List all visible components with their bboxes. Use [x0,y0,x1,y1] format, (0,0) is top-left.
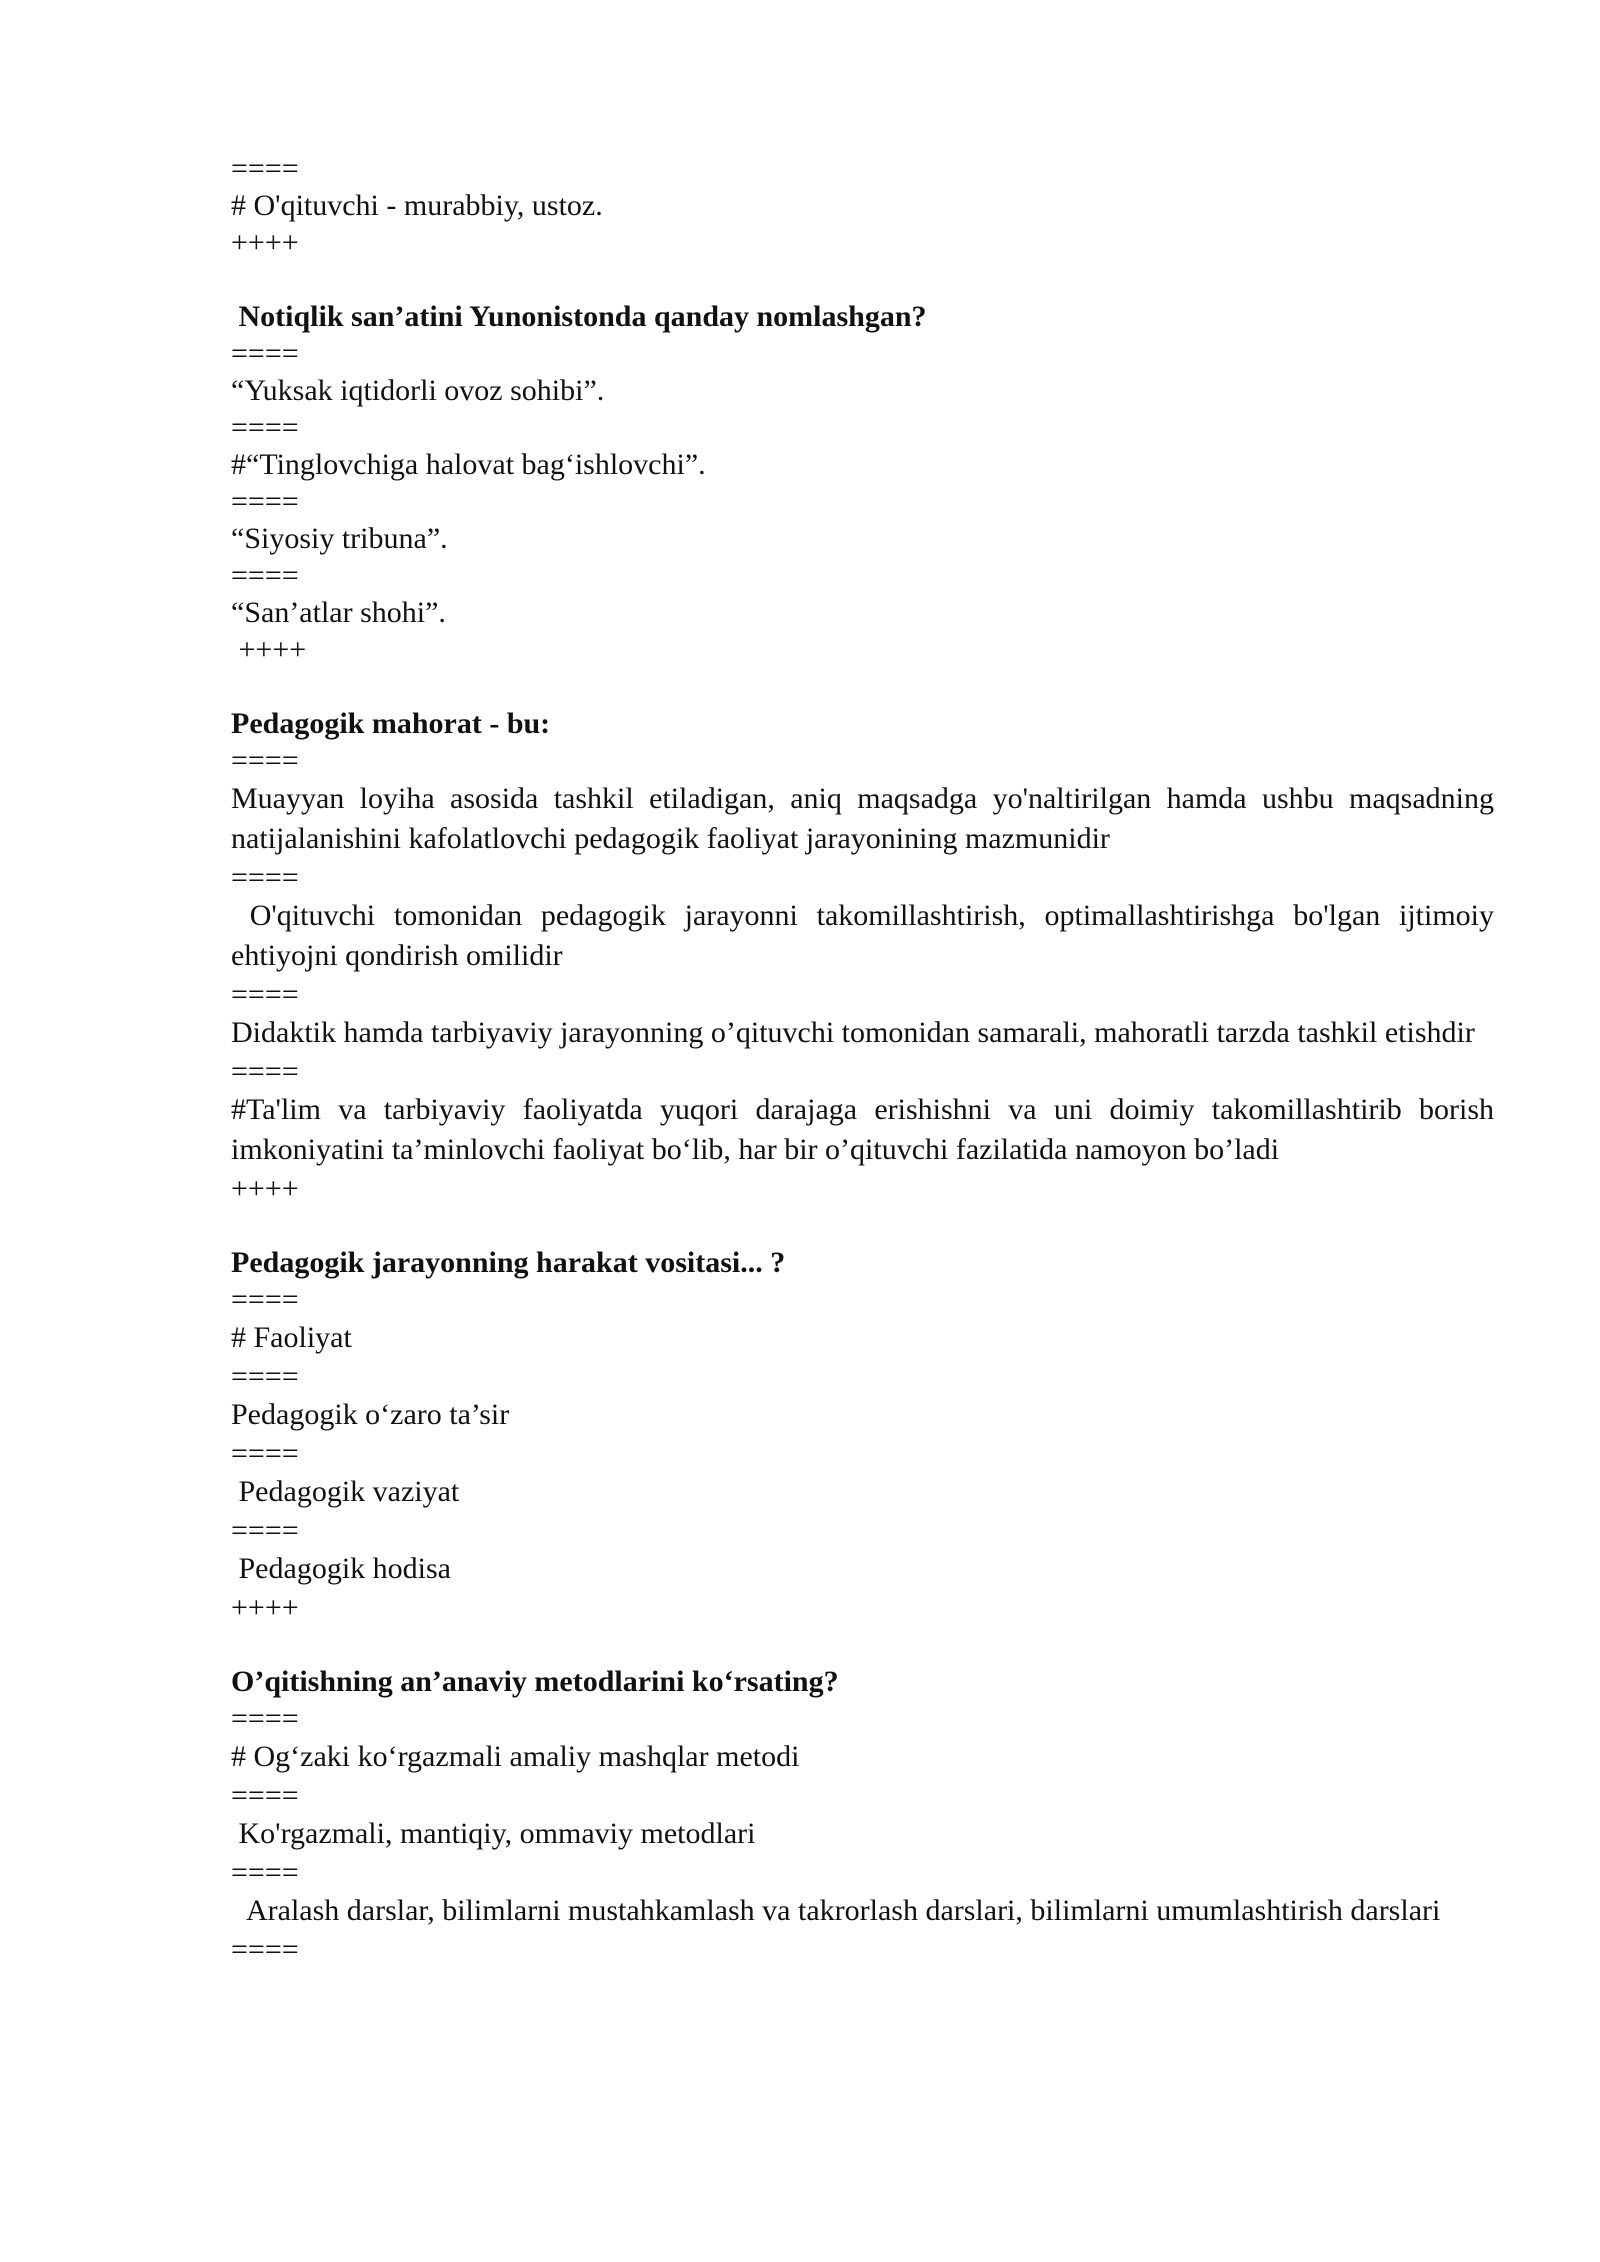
answer-option: Pedagogik o‘zaro ta’sir [231,1398,510,1431]
answer-option: Pedagogik hodisa [231,1552,451,1585]
end-marker: ++++ [231,226,299,259]
separator: ==== [231,1514,299,1547]
answer-option: “San’atlar shohi”. [231,596,446,629]
answer-option: “Yuksak iqtidorli ovoz sohibi”. [231,374,605,407]
question-title: Pedagogik jarayonning harakat vositasi... ? [231,1246,786,1279]
end-marker: ++++ [231,633,307,666]
answer-option: Muayyan loyiha asosida tashkil etiladigan, aniq maqsadga yo'naltirilgan hamda ushbu maqsadning natijalanishini kafolatlovchi pedagogik faoliyat jarayonining mazmunidir [231,782,1502,855]
question-title: O’qitishning an’anaviy metodlarini ko‘rsating? [231,1665,839,1698]
answer-option: #Ta'lim va tarbiyaviy faoliyatda yuqori darajaga erishishni va uni doimiy takomillashtirib borish imkoniyatini ta’minlovchi faoliyat bo‘lib, har bir o’qituvchi fazilatida namoyon bo’ladi [231,1093,1502,1166]
separator: ==== [231,861,299,894]
answer-option: # Og‘zaki ko‘rgazmali amaliy mashqlar metodi [231,1740,800,1773]
question-title: Notiqlik san’atini Yunonistonda qanday nomlashgan? [231,300,927,333]
separator: ==== [231,744,299,777]
correct-answer: # O'qituvchi - murabbiy, ustoz. [231,189,603,222]
answer-option: “Siyosiy tribuna”. [231,522,448,555]
separator: ==== [231,152,299,185]
separator: ==== [231,1779,299,1812]
separator: ==== [231,559,299,592]
separator: ==== [231,1437,299,1470]
separator: ==== [231,1055,299,1088]
answer-option: Pedagogik vaziyat [231,1475,460,1508]
separator: ==== [231,1283,299,1316]
answer-option: # Faoliyat [231,1321,352,1354]
separator: ==== [231,411,299,444]
end-marker: ++++ [231,1172,299,1205]
end-marker: ++++ [231,1591,299,1624]
answer-option: O'qituvchi tomonidan pedagogik jarayonni takomillashtirish, optimallashtirishga bo'lgan ijtimoiy ehtiyojni qondirish omilidir [231,899,1502,972]
answer-option: #“Tinglovchiga halovat bag‘ishlovchi”. [231,448,706,481]
answer-option: Aralash darslar, bilimlarni mustahkamlash va takrorlash darslari, bilimlarni umumlashtirish darslari [231,1894,1441,1927]
separator: ==== [231,337,299,370]
answer-option: Didaktik hamda tarbiyaviy jarayonning o’qituvchi tomonidan samarali, mahoratli tarzda tashkil etishdir [231,1016,1475,1049]
separator: ==== [231,1856,299,1889]
separator: ==== [231,1933,299,1966]
answer-option: Ko'rgazmali, mantiqiy, ommaviy metodlari [231,1817,756,1850]
separator: ==== [231,978,299,1011]
separator: ==== [231,1702,299,1735]
separator: ==== [231,1360,299,1393]
separator: ==== [231,485,299,518]
question-title: Pedagogik mahorat - bu: [231,707,551,740]
